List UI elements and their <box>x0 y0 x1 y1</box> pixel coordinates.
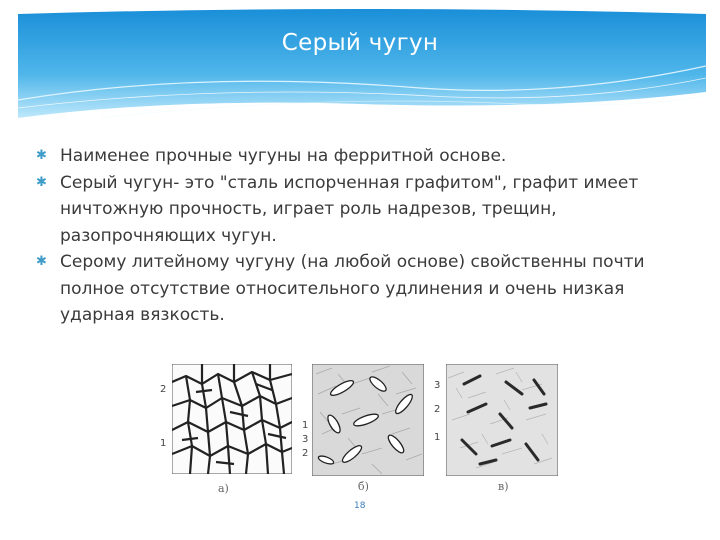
asterisk-icon: ✱ <box>36 148 47 163</box>
micrograph-ferrite-grains <box>172 364 292 474</box>
bullet-text: Серый чугун- это "сталь испорченная графитом", графит имеет ничтожную прочность, играет роль надрезов, трещин, разопрочняющих чугун. <box>60 172 639 246</box>
bullet-item <box>36 143 696 170</box>
page-number: 18 <box>354 501 366 511</box>
callout-label: 2 <box>302 448 309 459</box>
bullet-list <box>36 143 696 329</box>
bullet-text: Серому литейному чугуну (на любой основе) свойственны почти полное отсутствие относительного удлинения и очень низкая ударная вязкость. <box>60 252 645 325</box>
asterisk-icon: ✱ <box>36 174 47 190</box>
callout-label: 1 <box>160 438 167 449</box>
panel-label: а) <box>218 482 229 495</box>
slide-title: Серый чугун <box>281 30 439 56</box>
panel-label: б) <box>358 480 369 493</box>
callout-label: 2 <box>434 404 441 415</box>
panel-label: в) <box>498 480 509 493</box>
callout-label: 1 <box>302 420 309 431</box>
bullet-item <box>36 170 696 250</box>
asterisk-icon: ✱ <box>36 254 47 269</box>
callout-label: 3 <box>302 434 309 445</box>
bullet-text: Наименее прочные чугуны на ферритной основе. <box>60 146 507 166</box>
callout-label: 2 <box>160 384 167 395</box>
micrograph-pearlite-graphite <box>446 364 558 476</box>
microstructure-figure <box>152 362 562 502</box>
slide-header <box>0 0 720 130</box>
bullet-item <box>36 249 696 329</box>
header-wave-background <box>0 0 720 130</box>
callout-label: 3 <box>434 380 441 391</box>
callout-label: 1 <box>434 432 441 443</box>
micrograph-graphite-flakes <box>312 364 424 476</box>
